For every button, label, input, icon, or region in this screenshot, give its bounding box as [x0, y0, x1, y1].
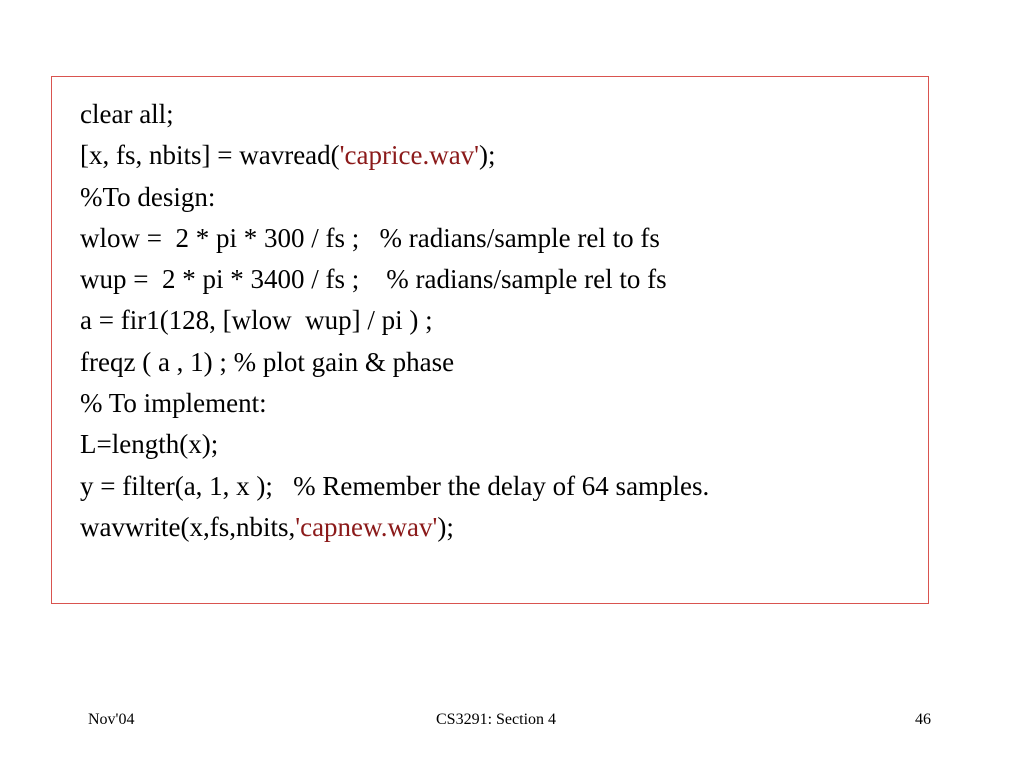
footer-course: CS3291: Section 4	[436, 711, 557, 728]
string-literal: 'caprice.wav'	[339, 140, 480, 171]
code-text: wlow = 2 * pi * 300 / fs ; % radians/sample rel to fs	[80, 222, 660, 253]
code-text: clear all;	[80, 99, 174, 129]
string-literal: 'capnew.wav'	[295, 511, 438, 542]
code-text: freqz ( a , 1) ; % plot gain & phase	[80, 346, 455, 377]
code-text: wavwrite(x,fs,nbits,	[80, 511, 296, 542]
code-text: %To design:	[80, 181, 216, 212]
code-text: a = fir1(128, [wlow wup] / pi ) ;	[80, 305, 433, 336]
code-line	[80, 94, 709, 135]
code-text: L=length(x);	[80, 429, 219, 460]
code-line	[80, 218, 709, 259]
code-line	[80, 466, 709, 507]
code-text: );	[479, 140, 496, 171]
code-line	[80, 177, 709, 218]
code-text: y = filter(a, 1, x ); % Remember the delay of 64 samples.	[80, 470, 710, 501]
code-line	[80, 342, 709, 383]
code-line	[80, 424, 709, 465]
code-line	[80, 507, 709, 548]
code-box	[51, 76, 929, 604]
code-text: % To implement:	[80, 388, 267, 419]
code-line	[80, 135, 709, 176]
code-line	[80, 300, 709, 341]
code-line	[80, 383, 709, 424]
code-lines	[80, 94, 709, 548]
footer-date: Nov'04	[88, 711, 135, 728]
code-text: [x, fs, nbits] = wavread(	[80, 140, 340, 171]
code-text: );	[437, 511, 454, 542]
code-line	[80, 259, 709, 300]
footer-page-number: 46	[915, 711, 931, 728]
code-text: wup = 2 * pi * 3400 / fs ; % radians/sample rel to fs	[80, 264, 667, 295]
